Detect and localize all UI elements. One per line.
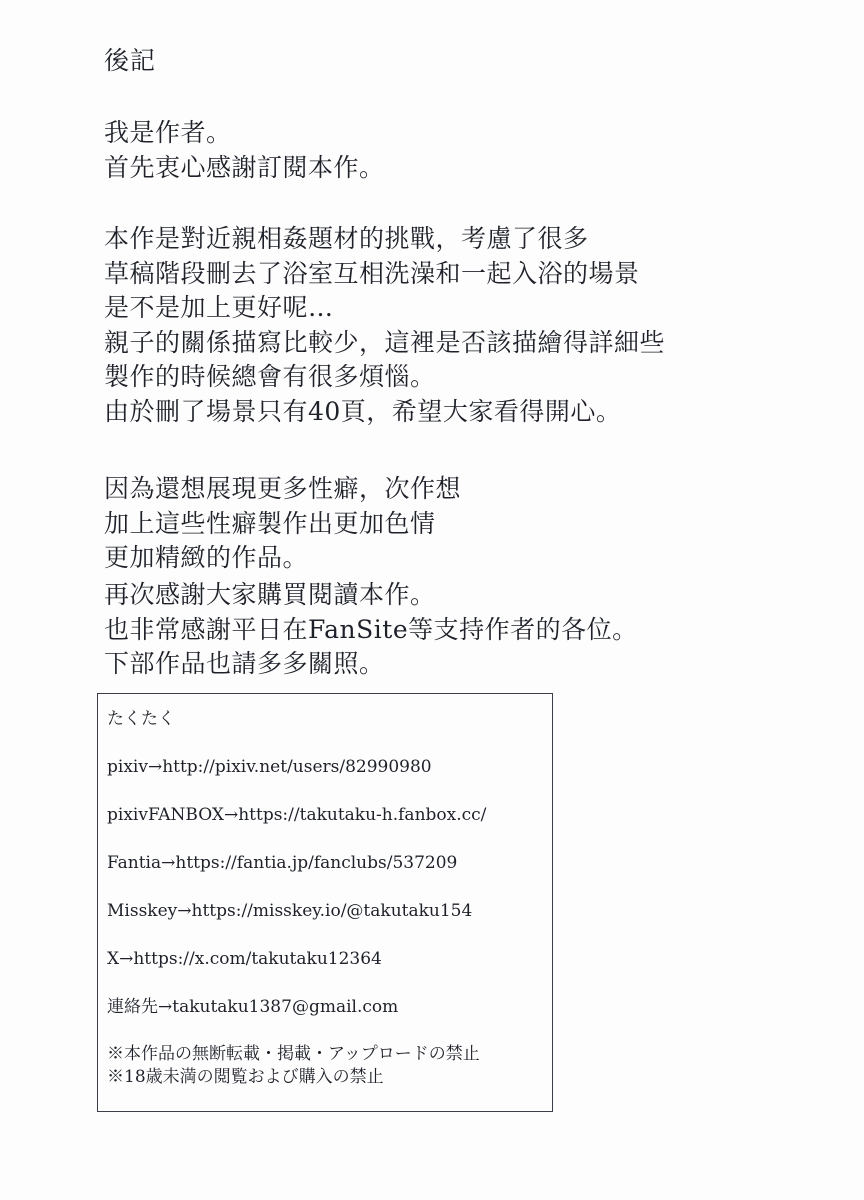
text-line: 本作是對近親相姦題材的挑戰，考慮了很多 [104,224,589,253]
link-pixiv[interactable]: pixiv→http://pixiv.net/users/82990980 [107,757,432,777]
paragraph-production-notes [104,222,665,429]
text-line: 由於刪了場景只有40頁，希望大家看得開心。 [104,396,622,426]
link-fantia[interactable]: Fantia→https://fantia.jp/fanclubs/537209 [107,853,458,873]
contact-email[interactable]: 連絡先→takutaku1387@gmail.com [107,997,399,1017]
author-name: たくたく [107,709,175,729]
paragraph-greeting [104,116,385,185]
author-links-list [107,756,486,1044]
paragraph-next-work [104,472,461,576]
text-line: 製作的時候總會有很多煩惱。 [104,362,436,391]
text-line: 也非常感謝平日在FanSite等支持作者的各位。 [104,614,638,644]
notices-list [107,1043,480,1089]
text-line: 更加精緻的作品。 [104,543,309,572]
text-line: 下部作品也請多多關照。 [104,649,385,678]
text-line: 加上這些性癖製作出更加色情 [104,508,436,538]
text-line: 首先衷心感謝訂閱本作。 [104,152,385,182]
text-line: 親子的關係描寫比較少，這裡是否該描繪得詳細些 [104,327,666,357]
link-pixiv-fanbox[interactable]: pixivFANBOX→https://takutaku-h.fanbox.cc/ [107,805,487,825]
link-x[interactable]: X→https://x.com/takutaku12364 [107,949,382,969]
text-line: 是不是加上更好呢… [104,293,334,322]
text-line: 我是作者。 [104,118,232,147]
text-line: 因為還想展現更多性癖，次作想 [104,474,462,503]
notice-no-reposting: ※本作品の無断転載・掲載・アップロードの禁止 [107,1044,480,1064]
text-line: 草稿階段刪去了浴室互相洗澡和一起入浴的場景 [104,258,640,288]
author-info-box [97,693,553,1112]
link-misskey[interactable]: Misskey→https://misskey.io/@takutaku154 [107,901,473,921]
page-title: 後記 [104,46,157,75]
notice-age-restriction: ※18歳未満の閲覧および購入の禁止 [107,1067,384,1087]
paragraph-thanks [104,578,638,682]
text-line: 再次感謝大家購買閱讀本作。 [104,580,436,609]
